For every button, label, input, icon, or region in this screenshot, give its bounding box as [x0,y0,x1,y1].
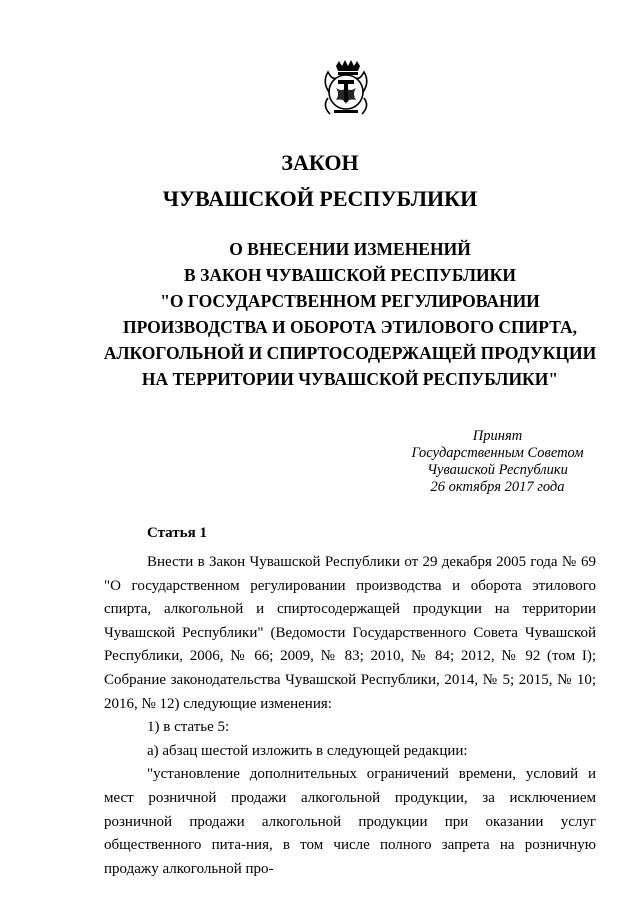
adoption-line: Принят [472,428,523,444]
article-paragraph: 1) в статье 5: [147,719,230,736]
article-paragraph: а) абзац шестой изложить в следующей редакции: [147,742,468,759]
law-title: ЗАКОН [281,150,359,175]
subtitle-line: ПРОИЗВОДСТВА И ОБОРОТА ЭТИЛОВОГО СПИРТА, [122,317,578,337]
article-heading: Статья 1 [147,525,207,541]
adoption-line: Чувашской Республики [427,462,568,478]
adoption-note [400,428,595,496]
article-paragraph: Внести в Закон Чувашской Республики от 29 декабря 2005 года № 69 "О государственном регулировании производства и оборота этилового спирта, алкогольной и спиртосодержащей продукции на территории Чувашской Республики" (Ведомости Государственного Совета Чувашской Республики, 2006, № 66; 2009, № 83; 2010, № 84; 2012, № 92 (том I); Собрание законодательства Чувашской Республики, 2014, № 5; 2015, № 10; 2016, № 12) следующие изменения: [104,554,596,712]
law-title-republic: ЧУВАШСКОЙ РЕСПУБЛИКИ [162,186,478,211]
coat-of-arms-icon [314,58,378,122]
article-body [104,551,596,881]
subtitle-line: О ВНЕСЕНИИ ИЗМЕНЕНИЙ [229,239,471,259]
adoption-date: 26 октября 2017 года [430,479,565,495]
article-paragraph: "установление дополнительных ограничений времени, условий и мест розничной продажи алкогольной продукции, за исключением розничной продажи алкогольной продукции при оказании услуг общественного пита-ния, в том числе полного запрета на розничную продажу алкогольной про- [104,766,596,877]
subtitle-line: НА ТЕРРИТОРИИ ЧУВАШСКОЙ РЕСПУБЛИКИ" [141,369,559,389]
law-subtitle [100,236,600,392]
subtitle-line: "О ГОСУДАРСТВЕННОМ РЕГУЛИРОВАНИИ [160,291,540,311]
subtitle-line: АЛКОГОЛЬНОЙ И СПИРТОСОДЕРЖАЩЕЙ ПРОДУКЦИИ [103,343,597,363]
adoption-line: Государственным Советом [411,445,584,461]
subtitle-line: В ЗАКОН ЧУВАШСКОЙ РЕСПУБЛИКИ [184,265,516,285]
